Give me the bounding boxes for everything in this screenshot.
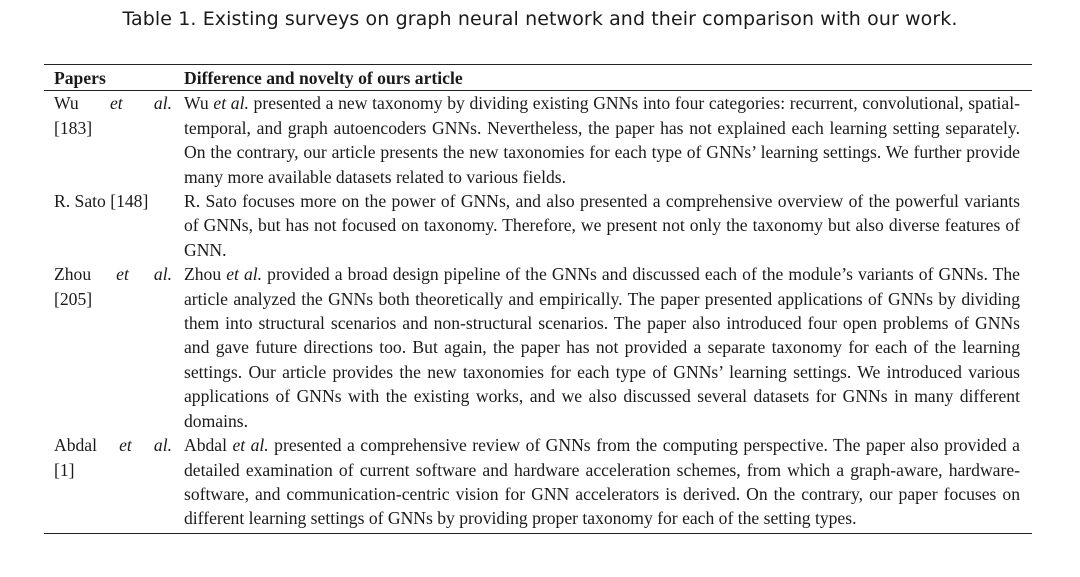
paper-etal: et al. [119,435,172,456]
table-row [44,91,1032,189]
difference-text: presented a comprehensive review of GNNs from the computing perspective. The paper also provided a detailed examination of current software and hardware acceleration schemes, from which a graph-aware, hardware-software, and communication-centric vision for GNN accelerators is derived. On the contrary, our paper focuses on different learning settings of GNNs by providing proper taxonomy for each of the setting types. [184,435,1020,529]
paper-reference: [1] [54,459,75,480]
difference-cell [172,91,1032,189]
paper-etal: et al. [116,264,172,285]
paper-cell [44,91,172,189]
difference-lead-etal: et al. [232,435,269,456]
paper-cell [44,433,172,531]
difference-cell [172,433,1032,531]
paper-etal: et al. [109,93,172,114]
difference-text: R. Sato focuses more on the power of GNNs, and also presented a comprehensive overview of the powerful variants of GNNs, but has not focused on taxonomy. Therefore, we present not only the taxonomy but also diverse features of GNN. [184,191,1020,260]
difference-text: presented a new taxonomy by dividing existing GNNs into four categories: recurrent, convolutional, spatial-temporal, and graph autoencoders GNNs. Nevertheless, the paper has not explained each learning setting separately. On the contrary, our article presents the new taxonomies for each type of GNNs’ learning settings. We further provide many more available datasets related to various fields. [184,93,1020,187]
paper-author: Wu [54,93,79,114]
survey-comparison-table [44,64,1032,534]
table-header-row [44,65,1032,90]
table-row [44,433,1032,531]
difference-text: provided a broad design pipeline of the GNNs and discussed each of the module’s variants of GNNs. The article analyzed the GNNs both theoretically and empirically. The paper presented applications of GNNs by dividing them into structural scenarios and non-structural scenarios. The paper also introduced four open problems of GNNs and gave future directions too. But again, the paper has not provided a separate taxonomy for each of the learning settings. Our article provides the new taxonomies for each type of GNNs’ learning settings. We introduced various applications of GNNs with the existing works, and we also discussed several datasets for GNNs in many different domains. [184,264,1020,431]
paper-author: Abdal [54,435,97,456]
header-difference: Difference and novelty of ours article [184,68,463,88]
difference-cell [172,262,1032,433]
paper-reference: [183] [54,117,93,138]
difference-lead: Zhou [184,264,227,285]
paper-author: Zhou [54,264,92,285]
table-row [44,262,1032,433]
difference-lead-etal: et al. [213,93,249,114]
table-caption: Table 1. Existing surveys on graph neural network and their comparison with our work. [122,8,958,30]
bottom-rule [44,533,1032,534]
difference-lead: Wu [184,93,214,114]
paper-cell [44,262,172,433]
difference-lead-etal: et al. [226,264,263,285]
paper-author: R. Sato [148] [54,191,149,212]
table-row [44,189,1032,262]
paper-cell [44,189,172,262]
header-papers: Papers [54,68,106,88]
difference-cell [172,189,1032,262]
difference-lead: Abdal [184,435,233,456]
paper-reference: [205] [54,288,93,309]
